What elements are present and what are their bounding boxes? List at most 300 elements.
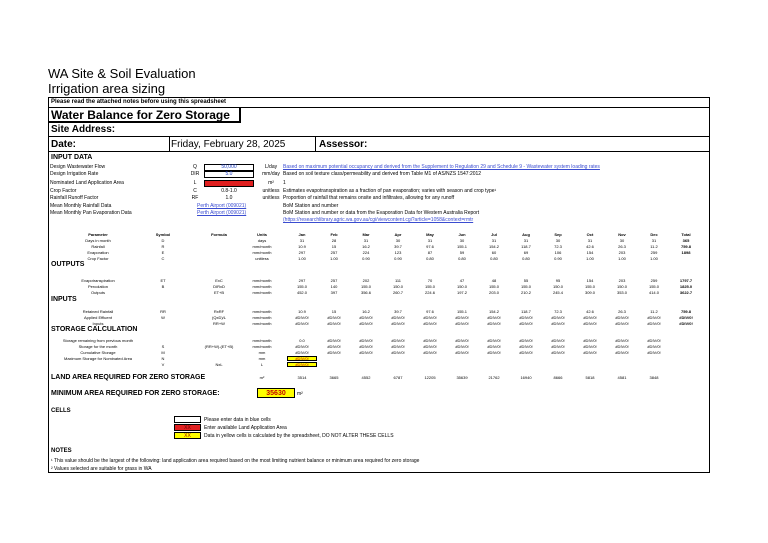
row-label: Evaporation: [87, 250, 109, 255]
table-cell: M: [161, 350, 165, 355]
table-cell: mm: [258, 350, 266, 355]
table-cell: Formula: [211, 232, 227, 237]
table-cell: 155.0: [488, 284, 499, 289]
table-cell: #DIV/0!: [359, 344, 373, 349]
input-symbol: Q: [193, 164, 197, 170]
table-cell: 111: [394, 278, 402, 283]
table-row: [49, 278, 709, 283]
table-cell: 31: [587, 238, 593, 243]
table-cell: 42.6: [586, 244, 594, 249]
table-cell: #DIV/0!: [295, 350, 309, 355]
table-row: [49, 244, 709, 249]
row-label: Outputs: [90, 290, 105, 295]
legend-text: Data in yellow cells is calculated by the spreadsheet, DO NOT ALTER THESE CELLS: [204, 433, 394, 439]
table-cell: #DIV/0!: [519, 315, 533, 320]
site-address-row[interactable]: Site Address:: [49, 123, 709, 137]
row-label: Parameter: [88, 232, 108, 237]
table-cell: 140: [330, 284, 338, 289]
table-cell: 11.2: [650, 309, 658, 314]
table-cell: #DIV/0!: [455, 344, 469, 349]
table-cell: #DIV/0!: [519, 321, 533, 326]
table-cell: Units: [257, 232, 267, 237]
row-label: Applied Effluent: [84, 315, 112, 320]
input-desc: 1: [283, 180, 286, 186]
table-cell: 16.2: [362, 244, 370, 249]
table-cell: D: [161, 238, 165, 243]
table-cell: mm/month: [252, 244, 272, 249]
table-cell: Nov: [618, 232, 626, 237]
divider: [169, 137, 170, 152]
table-cell: mm/month: [252, 344, 272, 349]
app-subtitle: Irrigation area sizing: [48, 81, 166, 96]
table-cell: #DIV/0!: [647, 315, 661, 320]
input-label: Crop Factor: [50, 188, 77, 194]
table-cell: #DIV/0!: [391, 321, 405, 326]
input-symbol: L: [193, 180, 197, 186]
table-cell: 31: [651, 238, 657, 243]
input-symbol: C: [193, 188, 197, 194]
table-row: [49, 284, 709, 289]
land-area-value: 8666: [553, 375, 563, 380]
table-cell: NxL: [215, 362, 223, 367]
input-label: Nominated Land Application Area: [50, 180, 124, 186]
table-cell: 87: [427, 250, 433, 255]
table-row: [49, 356, 709, 361]
land-area-input[interactable]: [204, 180, 254, 187]
table-cell: C: [161, 256, 165, 261]
table-cell: 31: [491, 238, 497, 243]
input-value[interactable]: 50,000: [221, 164, 237, 170]
table-cell: 30: [459, 238, 465, 243]
table-cell: (QxD)/L: [212, 315, 226, 320]
table-cell: 150.0: [552, 284, 563, 289]
table-cell: 31: [299, 238, 305, 243]
table-row: [49, 321, 709, 326]
sheet-title: Water Balance for Zero Storage: [49, 108, 241, 123]
table-cell: 106: [554, 250, 562, 255]
input-units: L/day: [264, 164, 278, 170]
table-cell: 3622.7: [679, 290, 693, 295]
table-cell: #DIV/0!: [287, 356, 317, 361]
table-cell: May: [426, 232, 434, 237]
table-cell: #DIV/0!: [583, 350, 597, 355]
land-area-label: LAND AREA REQUIRED FOR ZERO STORAGE: [51, 374, 206, 381]
table-cell: 1.00: [330, 256, 338, 261]
table-cell: 259: [650, 250, 658, 255]
table-cell: mm/month: [252, 250, 272, 255]
table-cell: 759.8: [680, 244, 691, 249]
table-cell: Oct: [586, 232, 594, 237]
table-cell: #DIV/0!: [583, 315, 597, 320]
table-cell: Sep: [554, 232, 562, 237]
table-cell: ET: [160, 278, 166, 283]
table-cell: 155.0: [360, 284, 371, 289]
table-cell: 0.90: [362, 256, 370, 261]
table-cell: 42.6: [586, 309, 594, 314]
row-label: Evapotranspiration: [81, 278, 115, 283]
table-cell: 60: [491, 250, 497, 255]
top-note: Please read the attached notes before using this spreadsheet: [49, 98, 709, 108]
table-cell: 16.2: [362, 309, 370, 314]
row-label: Percolation: [87, 284, 108, 289]
table-cell: RR+W: [213, 321, 225, 326]
table-cell: #DIV/0!: [423, 321, 437, 326]
land-area-value: 21762: [488, 375, 500, 380]
table-cell: L: [260, 362, 264, 367]
land-area-value: 3665: [329, 375, 339, 380]
input-row: [49, 164, 709, 171]
table-cell: #DIV/0!: [295, 321, 309, 326]
table-cell: #DIV/0!: [519, 350, 533, 355]
table-cell: #DIV/0!: [647, 321, 661, 326]
table-cell: 10.9: [298, 244, 306, 249]
divider: [315, 137, 316, 152]
land-area-value: 12205: [424, 375, 436, 380]
input-units: mm/day: [262, 171, 280, 177]
input-row: [49, 180, 709, 187]
cells-title: CELLS: [51, 408, 71, 414]
table-cell: #DIV/0!: [487, 338, 501, 343]
table-cell: 0.90: [394, 256, 402, 261]
land-area-value: 4552: [361, 375, 371, 380]
table-cell: #DIV/0!: [615, 321, 629, 326]
table-cell: 30: [619, 238, 625, 243]
table-cell: mm/month: [252, 290, 272, 295]
table-cell: 259: [650, 278, 658, 283]
table-cell: 150.0: [456, 284, 467, 289]
table-cell: 155.0: [424, 284, 435, 289]
table-cell: Jun: [458, 232, 466, 237]
table-cell: 97.6: [426, 309, 434, 314]
table-cell: #DIV/0!: [487, 321, 501, 326]
table-cell: 203: [618, 278, 626, 283]
table-header: [49, 232, 709, 237]
table-cell: #DIV/0!: [551, 350, 565, 355]
table-cell: V: [161, 362, 165, 367]
table-cell: #DIV/0!: [391, 344, 405, 349]
table-cell: 0.80: [490, 256, 498, 261]
table-cell: #DIV/0!: [423, 350, 437, 355]
table-cell: 11.2: [650, 244, 658, 249]
date-value[interactable]: Friday, February 28, 2025: [171, 139, 286, 150]
table-cell: 1825.0: [679, 284, 693, 289]
table-cell: 203: [618, 250, 626, 255]
row-label: Rainfall: [91, 244, 105, 249]
link-note[interactable]: (https://researchlibrary.agric.wa.gov.au/cgi/viewcontent.cgi?article=1058&context=rmtr: [283, 217, 474, 223]
table-cell: B: [161, 284, 165, 289]
table-cell: #DIV/0!: [423, 315, 437, 320]
input-row: [49, 203, 709, 210]
input-desc: BoM Station and number: [283, 203, 339, 209]
input-value[interactable]: Perth Airport (009021): [197, 210, 247, 216]
section-storage: STORAGE CALCULATION: [51, 326, 138, 333]
section-outputs: OUTPUTS: [51, 261, 85, 268]
table-cell: 309.0: [584, 290, 595, 295]
notes-title: NOTES: [51, 448, 72, 454]
table-cell: 0.90: [554, 256, 562, 261]
table-cell: #DIV/0!: [583, 344, 597, 349]
table-cell: 356.6: [360, 290, 371, 295]
table-row: [49, 290, 709, 295]
table-cell: 48: [491, 278, 497, 283]
table-cell: 155.0: [648, 284, 659, 289]
table-cell: #DIV/0!: [487, 344, 501, 349]
land-area-value: 4581: [617, 375, 627, 380]
table-cell: #DIV/0!: [359, 315, 373, 320]
table-cell: #DIV/0!: [551, 338, 565, 343]
section-inputs: INPUTS: [51, 296, 77, 303]
legend-blue-box: [174, 416, 201, 423]
land-area-value: 5818: [585, 375, 595, 380]
table-cell: mm/month: [252, 315, 272, 320]
table-cell: 414.0: [648, 290, 659, 295]
table-cell: R: [161, 244, 165, 249]
table-cell: 31: [523, 238, 529, 243]
table-cell: #DIV/0!: [391, 338, 405, 343]
input-value[interactable]: 1.0: [225, 195, 233, 201]
minimum-area-value: 35630: [257, 388, 295, 398]
table-cell: 97.6: [426, 244, 434, 249]
table-cell: 0.0: [299, 338, 305, 343]
spreadsheet: [48, 97, 710, 473]
table-cell: 10.9: [298, 309, 306, 314]
table-cell: #DIV/0!: [359, 338, 373, 343]
table-row: [49, 344, 709, 349]
input-value[interactable]: 5.0: [225, 171, 233, 177]
table-cell: #DIV/0!: [327, 344, 341, 349]
table-cell: 1.00: [618, 256, 626, 261]
row-label: Storage remaining from previous month: [62, 338, 134, 343]
legend-text: Enter available Land Application Area: [204, 425, 287, 431]
table-cell: 155.1: [456, 244, 467, 249]
table-cell: 123: [394, 250, 402, 255]
table-cell: #DIV/0!: [615, 344, 629, 349]
table-cell: #DIV/0!: [391, 315, 405, 320]
table-cell: 353.0: [616, 290, 627, 295]
table-cell: #DIV/0!: [295, 315, 309, 320]
table-cell: 155.0: [584, 284, 595, 289]
table-cell: unitless: [255, 256, 269, 261]
table-cell: 260.7: [392, 290, 403, 295]
table-cell: mm/month: [252, 309, 272, 314]
table-cell: Total: [681, 232, 691, 237]
table-cell: 224: [362, 250, 370, 255]
row-label: Crop Factor: [87, 256, 109, 261]
table-cell: #DIV/0!: [327, 315, 341, 320]
table-cell: 118.7: [521, 244, 531, 249]
table-cell: 155.1: [456, 309, 467, 314]
table-cell: 297: [298, 250, 306, 255]
table-cell: #DIV/0!: [551, 315, 565, 320]
table-cell: #DIV/0!: [519, 344, 533, 349]
table-cell: #DIV/0!: [647, 350, 661, 355]
table-cell: #DIV/0!: [583, 321, 597, 326]
table-cell: 1.00: [298, 256, 306, 261]
input-row: [49, 188, 709, 195]
input-row: [49, 195, 709, 202]
input-desc: Based on soil texture class/permeability and derived from Table M1 of AS/NZS 1547:2012: [283, 171, 482, 177]
table-cell: #DIV/0!: [519, 338, 533, 343]
input-desc: Proportion of rainfall that remains onsite and infiltrates, allowing for any runoff: [283, 195, 455, 201]
assessor-label[interactable]: Assessor:: [319, 139, 368, 150]
table-cell: RR: [160, 309, 166, 314]
table-cell: mm: [258, 356, 266, 361]
table-cell: 39.7: [394, 244, 402, 249]
table-cell: 26.3: [618, 309, 626, 314]
table-cell: days: [257, 238, 267, 243]
table-cell: #DIV/0!: [551, 344, 565, 349]
date-row: [49, 137, 709, 152]
note-item: ² Values selected are suitable for grass in WA: [51, 466, 152, 472]
land-area-value: 16940: [520, 375, 532, 380]
table-cell: #DIV/0!: [359, 350, 373, 355]
date-label: Date:: [51, 139, 77, 150]
table-cell: #DIV/0!: [615, 315, 629, 320]
input-row: [49, 171, 709, 178]
input-label: Rainfall Runoff Factor: [50, 195, 99, 201]
table-cell: 257: [330, 250, 338, 255]
legend-yellow-box: XX: [174, 432, 201, 439]
input-desc: BoM Station and number or data from the Evaporation Data for Western Australia Report: [283, 210, 480, 216]
table-cell: 759.8: [680, 309, 691, 314]
input-symbol: DIR: [190, 171, 200, 177]
app-title: WA Site & Soil Evaluation: [48, 66, 196, 81]
table-cell: 30: [555, 238, 561, 243]
table-cell: Aug: [522, 232, 530, 237]
table-cell: #DIV/0!: [615, 338, 629, 343]
table-cell: #DIV/0!: [647, 344, 661, 349]
table-cell: #DIV/0!: [679, 321, 693, 326]
table-cell: 452.0: [296, 290, 307, 295]
table-cell: 365: [682, 238, 690, 243]
table-cell: 203.0: [488, 290, 499, 295]
table-cell: 0.80: [458, 256, 466, 261]
table-cell: 0.80: [426, 256, 434, 261]
row-label: Days in month: [85, 238, 111, 243]
input-value[interactable]: Perth Airport (009021): [197, 203, 247, 209]
table-cell: #DIV/0!: [615, 350, 629, 355]
table-cell: #DIV/0!: [327, 350, 341, 355]
table-row: [49, 238, 709, 243]
table-cell: Jul: [491, 232, 497, 237]
table-cell: 297: [298, 278, 306, 283]
table-cell: 245.4: [552, 290, 563, 295]
table-cell: mm/month: [252, 338, 272, 343]
table-cell: #DIV/0!: [455, 315, 469, 320]
input-value[interactable]: 0.8-1.0: [221, 188, 237, 194]
table-cell: 55: [523, 278, 529, 283]
row-label: Inputs: [92, 321, 104, 326]
table-cell: #DIV/0!: [423, 338, 437, 343]
table-cell: E: [161, 250, 165, 255]
table-cell: mm/month: [252, 321, 272, 326]
land-area-units: m²: [259, 375, 265, 380]
table-cell: Jan: [298, 232, 306, 237]
minimum-area-units: m²: [297, 391, 303, 397]
table-cell: Dec: [650, 232, 658, 237]
table-cell: N: [161, 356, 165, 361]
table-row: [49, 362, 709, 367]
table-cell: 15: [331, 244, 337, 249]
row-label: Storage for the month: [78, 344, 118, 349]
table-cell: 154.2: [488, 244, 499, 249]
table-cell: 95: [555, 278, 561, 283]
input-units: m²: [268, 180, 274, 186]
table-cell: #DIV/0!: [455, 338, 469, 343]
land-area-value: 6787: [393, 375, 403, 380]
table-cell: #DIV/0!: [423, 344, 437, 349]
table-cell: #DIV/0!: [487, 315, 501, 320]
table-cell: 397: [330, 290, 338, 295]
table-cell: 1.00: [650, 256, 658, 261]
land-area-value: 35639: [456, 375, 468, 380]
table-cell: 39.7: [394, 309, 402, 314]
table-cell: (RR+W)-(ET+B): [204, 344, 234, 349]
input-label: Mean Monthly Pan Evaporation Data: [50, 210, 132, 216]
table-cell: 59: [459, 250, 465, 255]
table-cell: 70: [427, 278, 433, 283]
table-cell: 150.0: [616, 284, 627, 289]
table-row: [49, 250, 709, 255]
table-cell: ET+B: [213, 290, 225, 295]
table-cell: Symbol: [155, 232, 171, 237]
table-cell: 31: [427, 238, 433, 243]
row-label: Maximum Storage for Nominated Area: [63, 356, 133, 361]
table-cell: 28: [331, 238, 337, 243]
input-units: unitless: [262, 195, 280, 201]
table-cell: ExC: [215, 278, 223, 283]
table-cell: #DIV/0!: [391, 350, 405, 355]
input-label: Design Wastewater Flow: [50, 164, 106, 170]
table-cell: 72.3: [554, 244, 562, 249]
row-label: Retained Rainfall: [82, 309, 114, 314]
table-cell: DIRxD: [213, 284, 225, 289]
table-cell: #DIV/0!: [647, 338, 661, 343]
table-cell: 154: [586, 250, 594, 255]
table-row: [49, 309, 709, 314]
table-cell: 31: [363, 238, 369, 243]
input-desc: Based on maximum potential occupancy and derived from the Supplement to Regulation 29 and Schedule 9 - Wastewater system loading rates: [283, 164, 600, 170]
table-cell: 72.3: [554, 309, 562, 314]
link-note-row: [49, 217, 709, 224]
table-cell: #DIV/0!: [295, 344, 309, 349]
legend-red-box: XX: [174, 424, 201, 431]
table-cell: #DIV/0!: [287, 362, 317, 367]
table-cell: 197.2: [456, 290, 467, 295]
input-symbol: RF: [191, 195, 199, 201]
table-cell: W: [161, 315, 165, 320]
table-cell: #DIV/0!: [327, 321, 341, 326]
table-cell: 26.3: [618, 244, 626, 249]
table-cell: #DIV/0!: [583, 338, 597, 343]
input-label: Design Irrigation Rate: [50, 171, 99, 177]
land-area-value: 3514: [297, 375, 307, 380]
table-cell: 202: [362, 278, 370, 283]
table-row: [49, 350, 709, 355]
table-cell: 154.2: [488, 309, 499, 314]
note-item: ¹ This value should be the largest of the following: land application area required based on the most limiting nutrient balance or minimum area required for zero storage: [51, 458, 420, 464]
input-units: unitless: [262, 188, 280, 194]
table-cell: 155.0: [520, 284, 531, 289]
table-cell: #DIV/0!: [679, 315, 693, 320]
table-cell: 47: [459, 278, 465, 283]
table-cell: mm/month: [252, 278, 272, 283]
table-cell: 118.7: [521, 309, 531, 314]
table-cell: mm/month: [252, 284, 272, 289]
table-cell: #DIV/0!: [551, 321, 565, 326]
table-row: [49, 315, 709, 320]
table-cell: 15: [331, 309, 337, 314]
